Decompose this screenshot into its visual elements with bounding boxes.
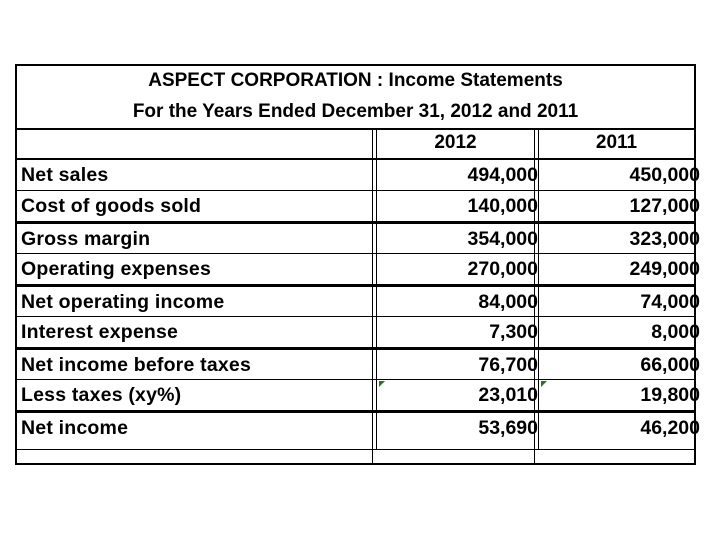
table-top-border — [15, 64, 696, 66]
value-2012: 7,300 — [489, 321, 538, 343]
table-row-interest-expense — [15, 317, 700, 347]
value-2011: 8,000 — [651, 321, 700, 343]
year-header-2012: 2012 — [434, 132, 477, 153]
table-row-net-income-before-taxes — [15, 350, 700, 380]
value-2012: 354,000 — [467, 228, 538, 250]
value-2012: 494,000 — [467, 164, 538, 186]
header-divider — [15, 128, 696, 130]
value-2012: 140,000 — [467, 195, 538, 217]
value-2012: 23,010 — [478, 384, 538, 406]
table-row-net-operating-income — [15, 287, 700, 317]
table-row-cost-of-goods-sold — [15, 191, 700, 221]
row-label: Gross margin — [21, 228, 151, 250]
row-label: Cost of goods sold — [21, 195, 202, 217]
value-2012: 76,700 — [478, 354, 538, 376]
row-label: Interest expense — [21, 321, 179, 343]
table-bottom-border — [15, 463, 696, 465]
table-row-operating-expenses — [15, 254, 700, 284]
value-2011: 74,000 — [640, 291, 700, 313]
row-label: Operating expenses — [21, 258, 212, 280]
value-2011: 450,000 — [629, 164, 700, 186]
value-2011: 66,000 — [640, 354, 700, 376]
value-2012: 84,000 — [478, 291, 538, 313]
value-2012: 53,690 — [478, 417, 538, 439]
cell-error-indicator-icon — [379, 381, 385, 387]
value-2011: 323,000 — [629, 228, 700, 250]
value-2011: 127,000 — [629, 195, 700, 217]
value-2011: 249,000 — [629, 258, 700, 280]
value-2012: 270,000 — [467, 258, 538, 280]
income-statement-table — [15, 64, 700, 465]
footer-divider — [15, 449, 696, 450]
year-header-2011: 2011 — [595, 132, 638, 153]
statement-subtitle: For the Years Ended December 31, 2012 and 2011 — [132, 101, 579, 122]
table-row-net-income — [15, 413, 700, 443]
row-label: Net operating income — [21, 291, 225, 313]
row-label: Net sales — [21, 164, 109, 186]
row-label: Net income before taxes — [21, 354, 252, 376]
value-2011: 19,800 — [640, 384, 700, 406]
value-2011: 46,200 — [640, 417, 700, 439]
row-label: Net income — [21, 417, 129, 439]
row-label: Less taxes (xy%) — [21, 384, 182, 406]
cell-error-indicator-icon — [541, 381, 547, 387]
table-row-net-sales — [15, 160, 700, 190]
table-row-gross-margin — [15, 224, 700, 254]
statement-title: ASPECT CORPORATION : Income Statements — [148, 70, 563, 91]
table-row-less-taxes — [15, 380, 700, 410]
